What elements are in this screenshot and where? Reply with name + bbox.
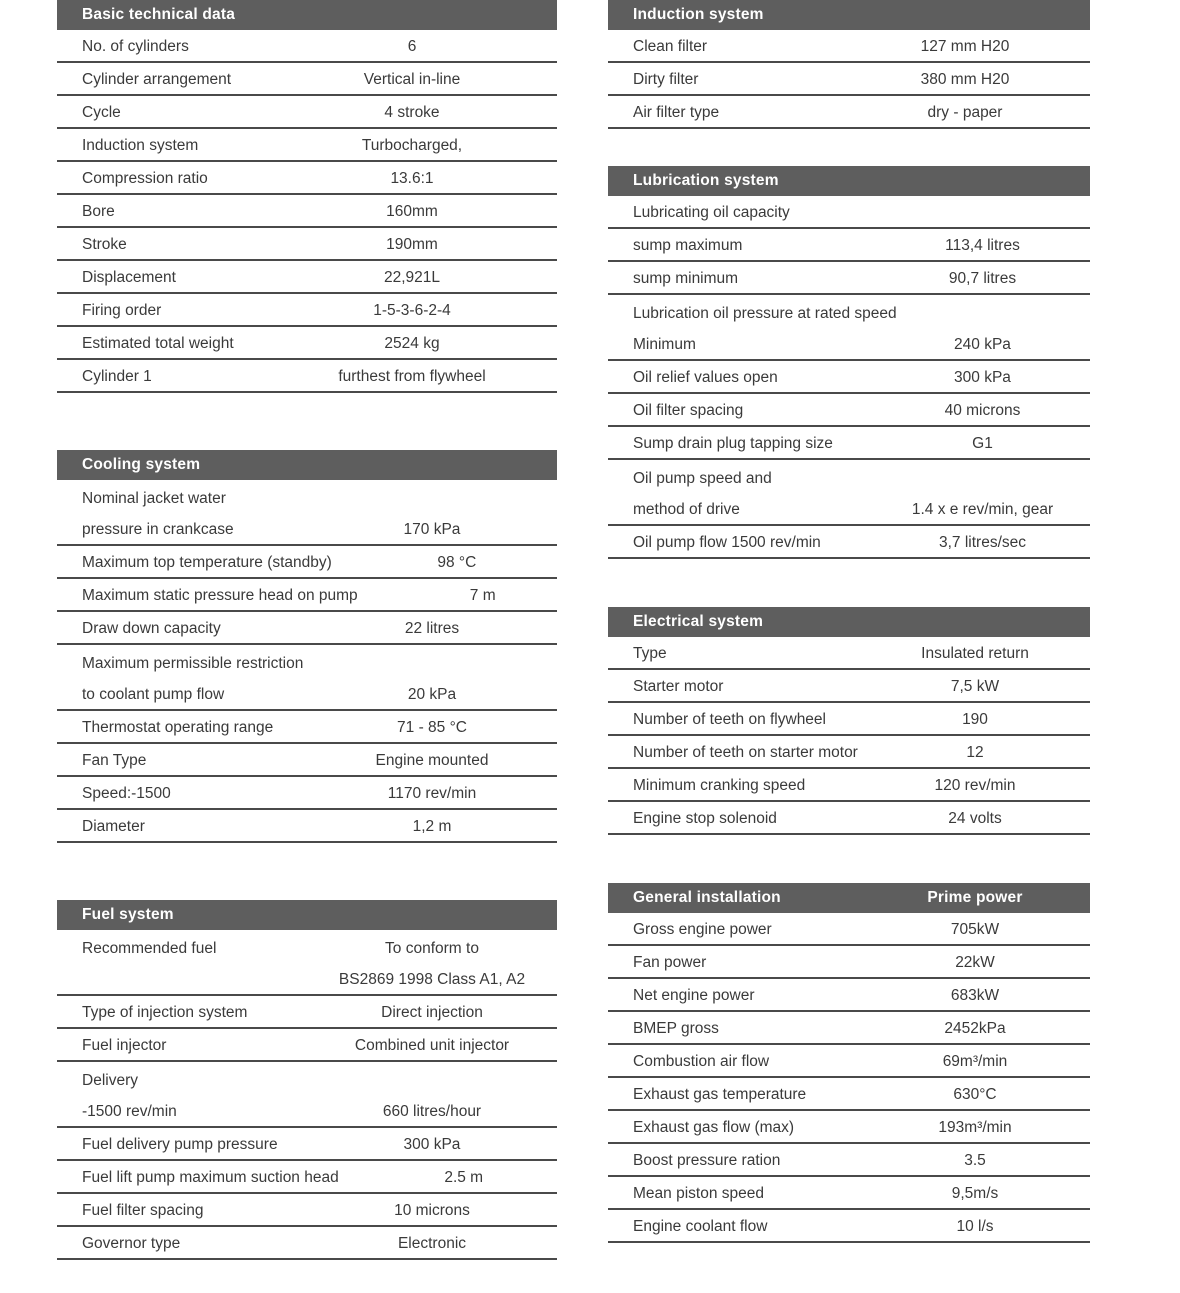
row-label: sump maximum [633, 237, 743, 254]
table-induction-system [608, 0, 1090, 129]
row-label: Type [633, 645, 667, 662]
table-row [57, 360, 557, 393]
table-general-installation [608, 883, 1090, 1243]
row-label: Cylinder arrangement [82, 71, 232, 88]
table-row [57, 1161, 557, 1194]
row-label: Displacement [82, 269, 176, 286]
row-label: Maximum static pressure head on pump [82, 587, 358, 604]
table-row [608, 670, 1090, 703]
row-value: 69m³/min [942, 1053, 1008, 1070]
row-value: 300 kPa [954, 369, 1011, 386]
table-electrical-system [608, 607, 1090, 835]
row-value: Engine mounted [375, 752, 489, 769]
table-row [57, 996, 557, 1029]
table-row [608, 295, 1090, 328]
section-spacer [608, 559, 1090, 607]
table-row [57, 744, 557, 777]
table-row [608, 946, 1090, 979]
table-row [57, 1095, 557, 1128]
table-row [608, 1012, 1090, 1045]
row-value: 1,2 m [412, 818, 452, 835]
table-title: General installation [633, 889, 781, 906]
row-label: Cylinder 1 [82, 368, 152, 385]
row-value: 90,7 litres [948, 270, 1017, 287]
row-value: To conform to [385, 940, 479, 957]
row-label: Gross engine power [633, 921, 772, 938]
row-label: Induction system [82, 137, 199, 154]
row-label: Combustion air flow [633, 1053, 770, 1070]
row-value: 98 °C [437, 554, 477, 571]
row-label: method of drive [633, 501, 740, 518]
table-row [608, 1078, 1090, 1111]
row-label: Air filter type [633, 104, 720, 121]
row-label: sump minimum [633, 270, 739, 287]
row-value: Insulated return [921, 645, 1029, 662]
row-value: 127 mm H20 [920, 38, 1010, 55]
row-value: 13.6:1 [390, 170, 434, 187]
table-row [608, 229, 1090, 262]
row-label: Delivery [82, 1072, 138, 1089]
row-value: 660 litres/hour [382, 1103, 482, 1120]
row-value: Combined unit injector [354, 1037, 510, 1054]
row-value: Vertical in-line [363, 71, 461, 88]
table-row [57, 513, 557, 546]
row-value: furthest from flywheel [338, 368, 486, 385]
row-label: Firing order [82, 302, 162, 319]
table-row [608, 979, 1090, 1012]
row-value: 2452kPa [944, 1020, 1006, 1037]
table-title: Fuel system [82, 906, 174, 923]
table-row [57, 261, 557, 294]
row-label: Minimum [633, 336, 696, 353]
table-header-general [608, 883, 1090, 913]
table-row [57, 327, 557, 360]
table-basic-technical-data [57, 0, 557, 393]
table-row [608, 63, 1090, 96]
table-header-cooling [57, 450, 557, 480]
table-title: Lubrication system [633, 172, 779, 189]
row-label: Minimum cranking speed [633, 777, 806, 794]
row-label: pressure in crankcase [82, 521, 234, 538]
right-column [608, 0, 1090, 1243]
row-label: Exhaust gas temperature [633, 1086, 807, 1103]
table-row [608, 394, 1090, 427]
row-value: dry - paper [927, 104, 1003, 121]
row-label: to coolant pump flow [82, 686, 225, 703]
table-row [608, 1045, 1090, 1078]
row-label: Speed:-1500 [82, 785, 171, 802]
row-value: 1-5-3-6-2-4 [373, 302, 451, 319]
row-label: Recommended fuel [82, 940, 217, 957]
table-header-induction [608, 0, 1090, 30]
table-title: Induction system [633, 6, 764, 23]
table-row [57, 228, 557, 261]
row-label: Number of teeth on flywheel [633, 711, 826, 728]
row-value: 300 kPa [403, 1136, 461, 1153]
table-row [608, 328, 1090, 361]
table-row [608, 1177, 1090, 1210]
row-value: 1.4 x e rev/min, gear [911, 501, 1054, 518]
section-spacer [608, 129, 1090, 166]
row-label: Fuel filter spacing [82, 1202, 204, 1219]
table-row [57, 294, 557, 327]
row-value: 10 microns [394, 1202, 470, 1219]
row-label: Fuel lift pump maximum suction head [82, 1169, 339, 1186]
row-value: 120 rev/min [934, 777, 1016, 794]
row-value: 22kW [955, 954, 995, 971]
table-title: Basic technical data [82, 6, 236, 23]
table-row [608, 196, 1090, 229]
row-value: 4 stroke [384, 104, 440, 121]
table-row [608, 769, 1090, 802]
table-row [57, 1227, 557, 1260]
table-row [608, 262, 1090, 295]
table-row [608, 703, 1090, 736]
table-row [57, 480, 557, 513]
row-label: Exhaust gas flow (max) [633, 1119, 795, 1136]
table-header-electrical [608, 607, 1090, 637]
table-cooling-system [57, 450, 557, 843]
row-value: 630°C [953, 1086, 997, 1103]
row-label: No. of cylinders [82, 38, 189, 55]
table-header-lubrication [608, 166, 1090, 196]
row-label: Fan Type [82, 752, 147, 769]
table-title: Cooling system [82, 456, 201, 473]
row-label: Estimated total weight [82, 335, 234, 352]
table-row [57, 612, 557, 645]
row-label: Governor type [82, 1235, 181, 1252]
table-row [57, 645, 557, 678]
table-title: Electrical system [633, 613, 764, 630]
table-row [57, 930, 557, 963]
row-value: 12 [966, 744, 984, 761]
row-value: 3,7 litres/sec [938, 534, 1026, 551]
row-label: Engine stop solenoid [633, 810, 777, 827]
table-row [608, 460, 1090, 493]
row-label: Fan power [633, 954, 707, 971]
row-value: 190mm [386, 236, 438, 253]
section-spacer [57, 843, 557, 900]
row-value: Turbocharged, [361, 137, 463, 154]
row-label: Lubrication oil pressure at rated speed [633, 305, 897, 322]
table-header-basic [57, 0, 557, 30]
row-value: 71 - 85 °C [397, 719, 467, 736]
row-value: 190 [962, 711, 988, 728]
table-row [608, 427, 1090, 460]
row-value: Direct injection [381, 1004, 483, 1021]
row-value: 1170 rev/min [387, 785, 477, 802]
table-title-prime-power: Prime power [927, 889, 1023, 906]
row-label: Oil pump flow 1500 rev/min [633, 534, 821, 551]
table-row [57, 678, 557, 711]
row-value: 3.5 [964, 1152, 986, 1169]
row-value: 24 volts [948, 810, 1002, 827]
row-value: 113,4 litres [945, 237, 1020, 254]
table-row [57, 63, 557, 96]
row-label: Compression ratio [82, 170, 208, 187]
row-label: Net engine power [633, 987, 755, 1004]
table-row [57, 96, 557, 129]
section-spacer [57, 393, 557, 450]
table-row [608, 30, 1090, 63]
row-label: Thermostat operating range [82, 719, 274, 736]
table-row [57, 810, 557, 843]
table-row [57, 1194, 557, 1227]
table-row [608, 1111, 1090, 1144]
table-row [57, 129, 557, 162]
row-value: G1 [972, 435, 993, 452]
row-label: BMEP gross [633, 1020, 719, 1037]
row-value: 9,5m/s [951, 1185, 999, 1202]
row-label: Mean piston speed [633, 1185, 764, 1202]
row-label: Type of injection system [82, 1004, 248, 1021]
row-label: Diameter [82, 818, 145, 835]
table-row [608, 736, 1090, 769]
row-label: Boost pressure ration [633, 1152, 781, 1169]
table-lubrication-system [608, 166, 1090, 559]
table-row [57, 963, 557, 996]
table-row [608, 493, 1090, 526]
table-row [608, 913, 1090, 946]
row-value: 240 kPa [954, 336, 1011, 353]
row-value: 7 m [469, 587, 496, 604]
row-label: Number of teeth on starter motor [633, 744, 858, 761]
row-value: 22 litres [404, 620, 460, 637]
row-label: Sump drain plug tapping size [633, 435, 833, 452]
table-row [57, 195, 557, 228]
row-value: 20 kPa [407, 686, 457, 703]
row-label: Dirty filter [633, 71, 699, 88]
row-value: Electronic [397, 1235, 467, 1252]
table-row [608, 96, 1090, 129]
table-row [608, 802, 1090, 835]
row-label: Starter motor [633, 678, 724, 695]
row-label: Stroke [82, 236, 127, 253]
row-value: 170 kPa [403, 521, 461, 538]
row-label [57, 989, 82, 994]
table-row [57, 1128, 557, 1161]
table-row [57, 1029, 557, 1062]
row-label: Nominal jacket water [82, 490, 226, 507]
row-label: Maximum top temperature (standby) [82, 554, 332, 571]
row-label: Lubricating oil capacity [633, 204, 790, 221]
row-label: Fuel injector [82, 1037, 167, 1054]
section-spacer [608, 835, 1090, 883]
row-value: BS2869 1998 Class A1, A2 [338, 971, 526, 988]
row-value: 7,5 kW [950, 678, 1000, 695]
table-row [57, 1062, 557, 1095]
row-label: -1500 rev/min [82, 1103, 177, 1120]
table-row [57, 579, 557, 612]
row-value: 22,921L [383, 269, 441, 286]
left-column [57, 0, 557, 1260]
row-value: 705kW [950, 921, 1000, 938]
row-label: Oil pump speed and [633, 470, 772, 487]
table-row [608, 526, 1090, 559]
row-value: 683kW [950, 987, 1000, 1004]
row-value: 2.5 m [444, 1169, 484, 1186]
table-row [608, 1144, 1090, 1177]
row-label: Oil filter spacing [633, 402, 744, 419]
row-label: Cycle [82, 104, 121, 121]
table-row [57, 777, 557, 810]
row-value: 10 l/s [956, 1218, 994, 1235]
table-row [608, 637, 1090, 670]
table-header-fuel [57, 900, 557, 930]
table-row [608, 1210, 1090, 1243]
row-label: Oil relief values open [633, 369, 778, 386]
row-label: Maximum permissible restriction [82, 655, 304, 672]
row-value: 193m³/min [938, 1119, 1012, 1136]
table-row [608, 361, 1090, 394]
row-label: Engine coolant flow [633, 1218, 768, 1235]
row-label: Clean filter [633, 38, 708, 55]
table-fuel-system [57, 900, 557, 1260]
row-label: Draw down capacity [82, 620, 221, 637]
table-row [57, 546, 557, 579]
row-value: 6 [407, 38, 417, 55]
table-row [57, 30, 557, 63]
row-value [875, 222, 1090, 227]
row-value: 2524 kg [384, 335, 440, 352]
row-label: Fuel delivery pump pressure [82, 1136, 278, 1153]
row-value: 40 microns [944, 402, 1021, 419]
table-row [57, 162, 557, 195]
table-row [57, 711, 557, 744]
row-value: 380 mm H20 [920, 71, 1010, 88]
row-value: 160mm [386, 203, 438, 220]
row-label: Bore [82, 203, 115, 220]
